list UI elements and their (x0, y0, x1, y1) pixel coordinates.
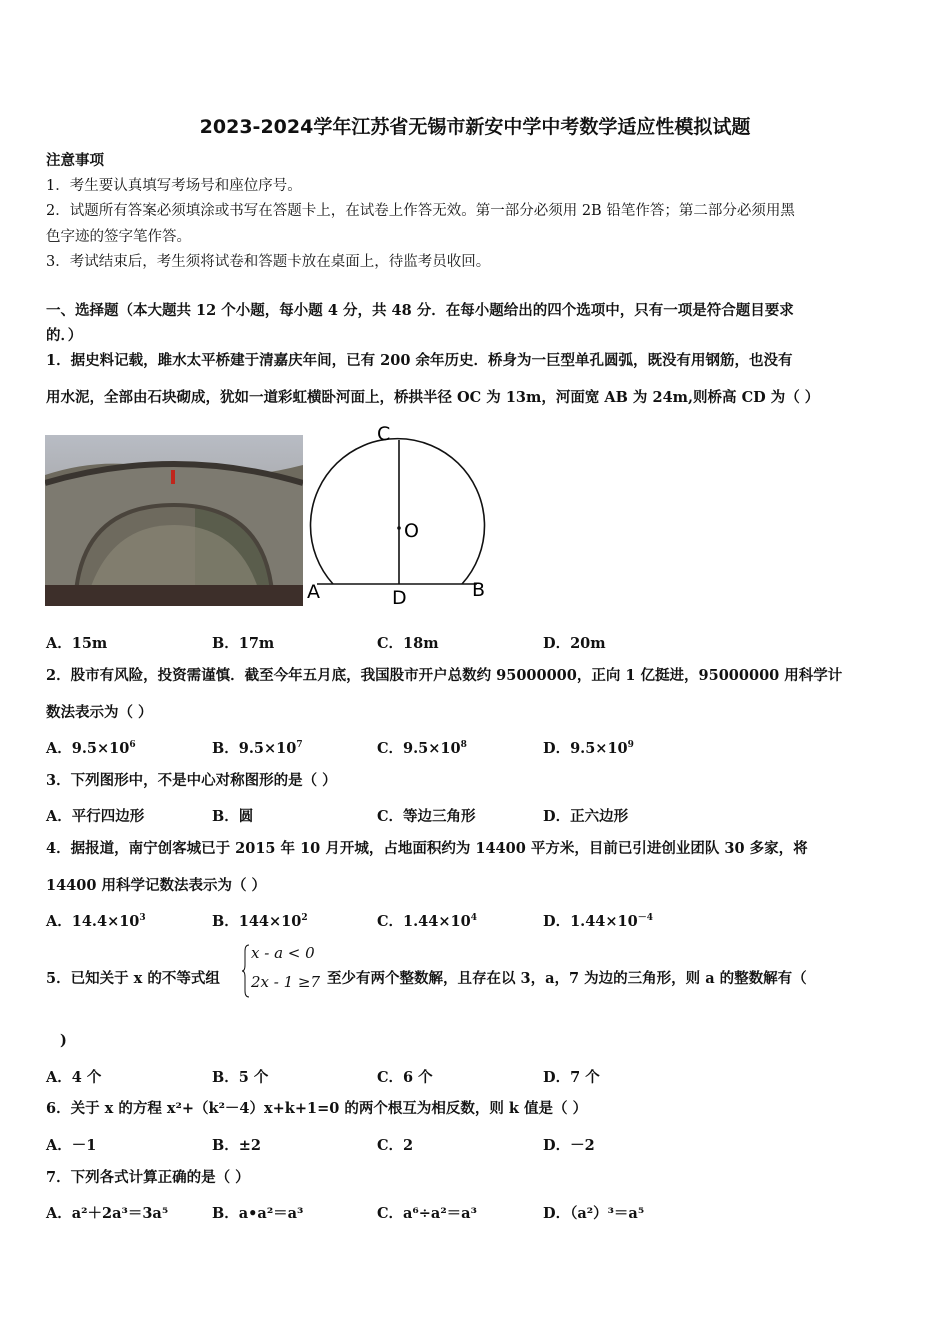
label-d: D (392, 587, 407, 609)
q3-option-c: C．等边三角形 (377, 808, 476, 825)
q1-option-c: C．18m (377, 635, 439, 652)
brace-icon (241, 943, 251, 999)
q6-option-a: A．－1 (46, 1137, 97, 1154)
section-heading-cont: 的．） (46, 327, 83, 344)
q7-option-d: D．（a²）³＝a⁵ (543, 1205, 645, 1222)
q5-option-b: B．5 个 (212, 1069, 269, 1086)
notice-item: 3．考试结束后，考生须将试卷和答题卡放在桌面上，待监考员收回。 (46, 254, 491, 270)
q5-option-c: C．6 个 (377, 1069, 433, 1086)
q1-option-a: A．15m (46, 635, 108, 652)
q5-option-a: A．4 个 (46, 1069, 102, 1086)
label-o: O (404, 520, 419, 542)
q4-option-a: A．$14.4\times 10^3$ (46, 913, 146, 930)
question-6-text: 6．关于 x 的方程 x²+（k²－4）x+k+1=0 的两个根互为相反数，则 k 值是（ ） (46, 1100, 588, 1117)
bridge-geometry-figure (305, 420, 495, 610)
q6-option-b: B．±2 (212, 1137, 261, 1154)
q1-option-b: B．17m (212, 635, 275, 652)
q2-option-c: C．$9.5\times 10^8$ (377, 740, 467, 757)
question-5-prefix: 5．已知关于 x 的不等式组 (46, 970, 220, 987)
notice-item: 2．试题所有答案必须填涂或书写在答题卡上，在试卷上作答无效。第一部分必须用 2B 铅笔作答；第二部分必须用黑 (46, 203, 795, 219)
question-5-close: ) (60, 1032, 67, 1049)
q6-option-c: C．2 (377, 1137, 414, 1154)
question-4-text-cont: 14400 用科学记数法表示为（ ） (46, 877, 267, 894)
notice-item: 色字迹的签字笔作答。 (46, 229, 191, 245)
q7-option-c: C．a⁶÷a²＝a³ (377, 1205, 477, 1222)
q3-option-b: B．圆 (212, 808, 254, 825)
question-1-text: 1．据史料记载，雎水太平桥建于清嘉庆年间，已有 200 余年历史．桥身为一巨型单孔圆弧，既没有用钢筋，也没有 (46, 352, 793, 369)
notice-heading: 注意事项 (46, 152, 104, 169)
question-1-text-cont: 用水泥，全部由石块砌成，犹如一道彩虹横卧河面上，桥拱半径 OC 为 13m，河面宽 AB 为 24m,则桥高 CD 为（ ） (46, 389, 820, 406)
question-7-text: 7．下列各式计算正确的是（ ） (46, 1169, 250, 1186)
q4-option-c: C．$1.44\times 10^4$ (377, 913, 477, 930)
label-b: B (472, 579, 486, 601)
section-heading: 一、选择题（本大题共 12 个小题，每小题 4 分，共 48 分．在每小题给出的四个选项中，只有一项是符合题目要求 (46, 302, 794, 319)
question-3-text: 3．下列图形中，不是中心对称图形的是（ ） (46, 772, 337, 789)
label-c: C (377, 423, 391, 445)
inequality-system (241, 943, 321, 999)
q2-option-b: B．$9.5\times 10^7$ (212, 740, 303, 757)
notice-item: 1．考生要认真填写考场号和座位序号。 (46, 178, 302, 194)
q5-option-d: D．7 个 (543, 1069, 600, 1086)
q2-option-d: D．$9.5\times 10^9$ (543, 740, 634, 757)
q3-option-a: A．平行四边形 (46, 808, 145, 825)
q4-option-b: B．$144\times 10^2$ (212, 913, 308, 930)
q4-option-d: D．$1.44\times 10^{-4}$ (543, 913, 653, 930)
question-2-text-cont: 数法表示为（ ） (46, 704, 153, 721)
question-5-suffix: 至少有两个整数解，且存在以 3，a，7 为边的三角形，则 a 的整数解有（ (327, 970, 807, 987)
q7-option-b: B．a•a²＝a³ (212, 1205, 304, 1222)
q1-option-d: D．20m (543, 635, 606, 652)
bridge-photo (45, 435, 303, 606)
question-4-text: 4．据报道，南宁创客城已于 2015 年 10 月开城，占地面积约为 14400 平方米，目前已引进创业团队 30 多家，将 (46, 840, 808, 857)
inequality-2: 2x - 1 ≥7 (251, 973, 321, 991)
inequality-1: x - a < 0 (251, 944, 315, 962)
label-a: A (307, 581, 320, 603)
q6-option-d: D．－2 (543, 1137, 595, 1154)
page-title: 2023-2024学年江苏省无锡市新安中学中考数学适应性模拟试题 (199, 116, 751, 138)
question-2-text: 2．股市有风险，投资需谨慎．截至今年五月底，我国股市开户总数约 95000000，正向 1 亿挺进，95000000 用科学计 (46, 667, 843, 684)
q3-option-d: D．正六边形 (543, 808, 629, 825)
q2-option-a: A．$9.5\times 10^6$ (46, 740, 136, 757)
q7-option-a: A．a²＋2a³＝3a⁵ (46, 1205, 169, 1222)
